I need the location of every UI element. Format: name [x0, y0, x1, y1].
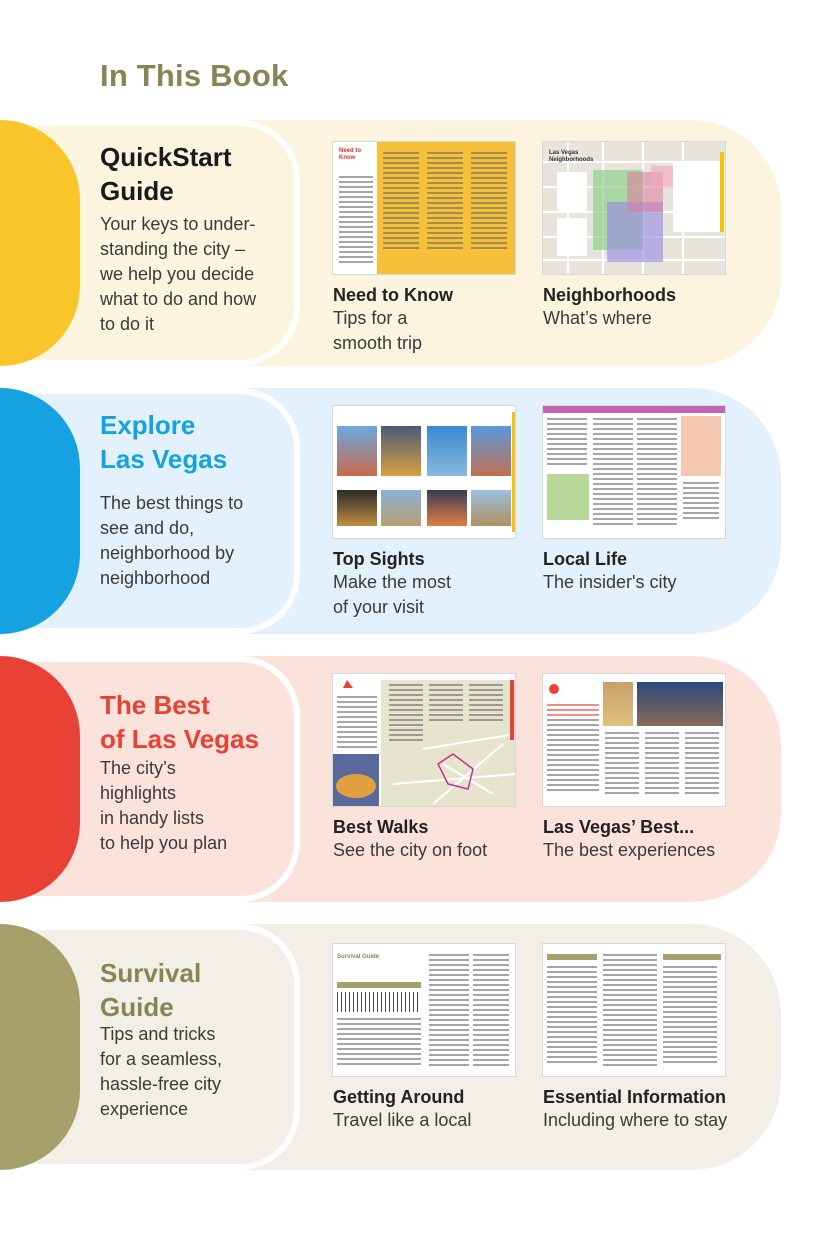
- feature-description: [543, 1108, 743, 1133]
- feature-description-line: of your visit: [333, 597, 425, 617]
- feature-title: Local Life: [543, 549, 628, 569]
- section-description: [100, 212, 290, 337]
- feature-title: Las Vegas’ Best...: [543, 817, 695, 837]
- section-description-line: hassle-free city: [100, 1074, 222, 1094]
- page-thumbnail: [333, 944, 515, 1076]
- thumbnail-sidebar-box: [681, 416, 721, 476]
- feature-description-line: What’s where: [543, 308, 652, 328]
- feature-description-line: See the city on foot: [333, 840, 488, 860]
- section-description: [100, 1022, 290, 1122]
- section-description: [100, 756, 290, 856]
- section-title: [100, 688, 290, 756]
- page-thumbnail: [333, 142, 515, 274]
- feature-title: Need to Know: [333, 285, 453, 305]
- feature-description-line: The insider's city: [543, 572, 677, 592]
- section-description-line: Tips and tricks: [100, 1024, 216, 1044]
- feature-description-line: Make the most: [333, 572, 452, 592]
- thumbnail-heading: Las Vegas Neighborhoods: [549, 150, 594, 163]
- section-description-line: to help you plan: [100, 833, 228, 853]
- photo-icon: [337, 490, 377, 526]
- section-title-line: QuickStart: [100, 142, 232, 172]
- section-description-line: we help you decide: [100, 264, 255, 284]
- page-thumbnail: [543, 674, 725, 806]
- thumbnail-header-bar: [547, 954, 597, 960]
- section-explore: [0, 388, 837, 634]
- photo-icon: [427, 490, 467, 526]
- feature-description: [333, 1108, 533, 1133]
- page-thumbnail: [543, 944, 725, 1076]
- feature-title: Best Walks: [333, 817, 429, 837]
- feature-description: [333, 306, 533, 356]
- feature-description: [333, 838, 533, 863]
- thumbnail-heading: Survival Guide: [337, 954, 380, 960]
- feature-title: Neighborhoods: [543, 285, 676, 305]
- section-title: [100, 408, 290, 476]
- section-description-line: neighborhood by: [100, 543, 235, 563]
- feature-description-line: Including where to stay: [543, 1110, 728, 1130]
- page-thumbnail: [543, 142, 725, 274]
- section-quickstart: [0, 120, 837, 366]
- photo-icon: [337, 426, 377, 476]
- photo-icon: [471, 490, 511, 526]
- feature-description: [543, 570, 743, 595]
- feature-description-line: The best experiences: [543, 840, 716, 860]
- section-description-line: to do it: [100, 314, 155, 334]
- feature-description: [543, 838, 743, 863]
- section-description-line: standing the city –: [100, 239, 246, 259]
- thumbnail-header-bar: [663, 954, 721, 960]
- feature-title: Getting Around: [333, 1087, 465, 1107]
- thumbnail-sidebar-box: [547, 474, 589, 520]
- feature-title: Top Sights: [333, 549, 425, 569]
- feature-best-walks[interactable]: [333, 674, 533, 863]
- feature-description: [333, 570, 533, 620]
- section-title-line: Guide: [100, 992, 174, 1022]
- feature-las-vegas-best[interactable]: [543, 674, 743, 863]
- section-best-of: [0, 656, 837, 902]
- photo-icon: [471, 426, 511, 476]
- section-title-line: The Best: [100, 690, 210, 720]
- section-title-line: Explore: [100, 410, 196, 440]
- section-description-line: The best things to: [100, 493, 244, 513]
- page-title: In This Book: [100, 58, 289, 93]
- section-title: [100, 956, 290, 1024]
- feature-description-line: Travel like a local: [333, 1110, 472, 1130]
- section-description-line: Your keys to under-: [100, 214, 256, 234]
- page-thumbnail: [333, 406, 515, 538]
- feature-local-life[interactable]: [543, 406, 743, 595]
- thumbnail-chart-strip: [337, 992, 421, 1012]
- heart-icon: [549, 684, 559, 694]
- feature-essential-information[interactable]: [543, 944, 743, 1133]
- thumbnail-header-bar: [337, 982, 421, 988]
- section-survival: [0, 924, 837, 1170]
- feature-neighborhoods[interactable]: [543, 142, 743, 331]
- page-thumbnail: [333, 674, 515, 806]
- photo-icon: [427, 426, 467, 476]
- section-description-line: experience: [100, 1099, 189, 1119]
- section-title-line: Guide: [100, 176, 174, 206]
- section-description: [100, 491, 290, 591]
- section-title-line: Survival: [100, 958, 202, 988]
- section-description-line: highlights: [100, 783, 177, 803]
- section-description-line: see and do,: [100, 518, 195, 538]
- feature-getting-around[interactable]: [333, 944, 533, 1133]
- page-thumbnail: [543, 406, 725, 538]
- section-description-line: neighborhood: [100, 568, 211, 588]
- feature-title: Essential Information: [543, 1087, 727, 1107]
- section-description-line: The city’s: [100, 758, 176, 778]
- thumbnail-header-bar: [543, 406, 725, 413]
- section-description-line: what to do and how: [100, 289, 257, 309]
- feature-description: [543, 306, 743, 331]
- section-title-line: Las Vegas: [100, 444, 228, 474]
- feature-description-line: Tips for a: [333, 308, 408, 328]
- feature-description-line: smooth trip: [333, 333, 423, 353]
- photo-icon: [381, 426, 421, 476]
- section-description-line: in handy lists: [100, 808, 205, 828]
- section-title-line: of Las Vegas: [100, 724, 259, 754]
- photo-icon: [637, 682, 723, 726]
- section-title: [100, 140, 290, 208]
- photo-icon: [603, 682, 633, 726]
- feature-top-sights[interactable]: [333, 406, 533, 620]
- feature-need-to-know[interactable]: [333, 142, 533, 356]
- section-description-line: for a seamless,: [100, 1049, 223, 1069]
- photo-icon: [381, 490, 421, 526]
- thumbnail-heading: Need to Know: [339, 148, 362, 161]
